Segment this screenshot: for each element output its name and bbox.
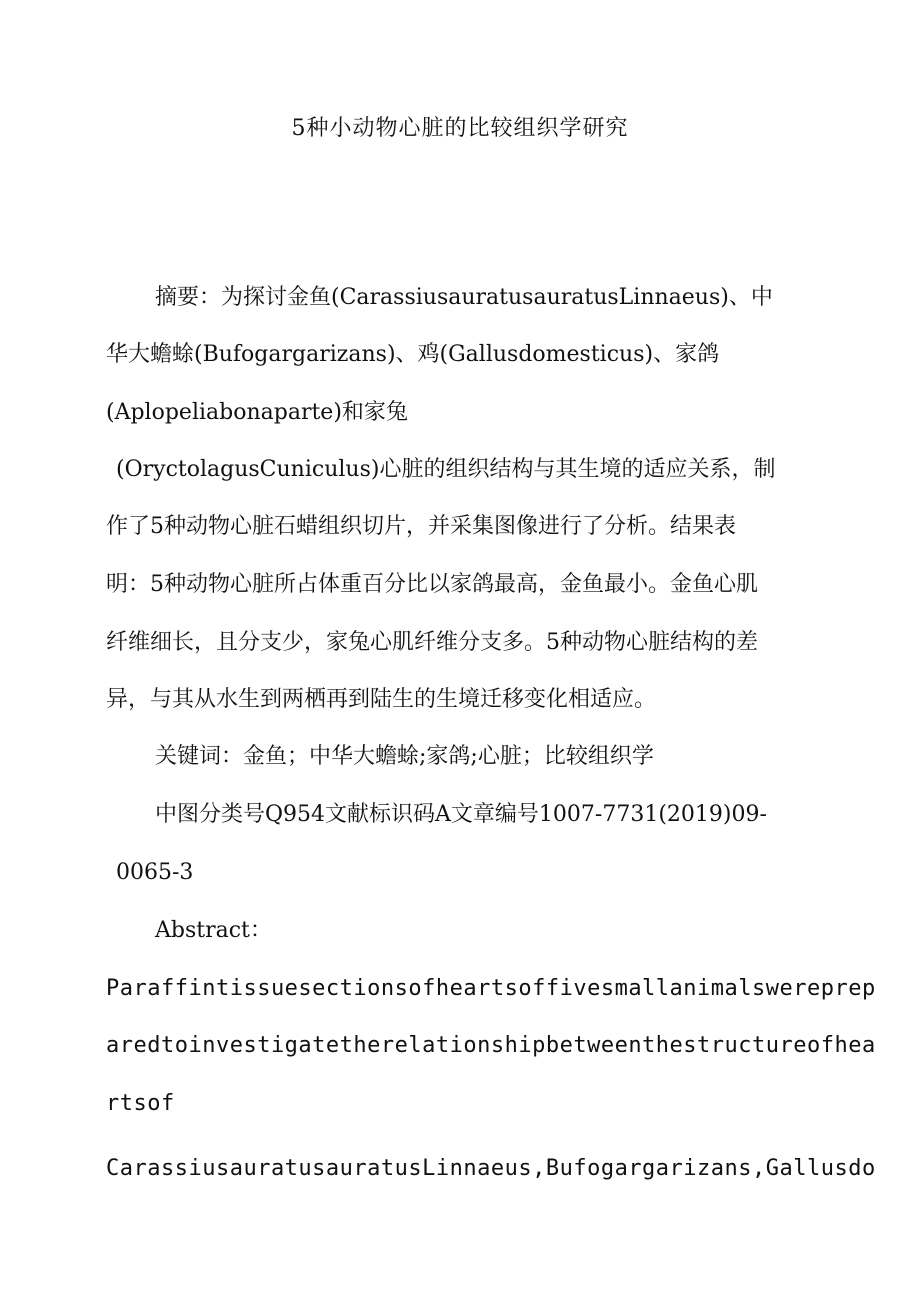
abstract-cn-line-1: 摘要：为探讨金鱼(CarassiusauratusauratusLinnaeus)、中: [155, 285, 773, 310]
abstract-en-line-2: aredtoinvestigatetherelationshipbetweenthestructureofhea: [106, 1033, 876, 1058]
abstract-en-label: Abstract：: [155, 918, 272, 943]
abstract-en-line-1: Paraffintissuesectionsofheartsoffivesmallanimalswereprep: [106, 976, 876, 1001]
abstract-cn-line-2: 华大蟾蜍(Bufogargarizans)、鸡(Gallusdomesticus)、家鸽: [106, 342, 720, 367]
keywords: 关键词：金鱼；中华大蟾蜍;家鸽;心脏；比较组织学: [155, 744, 654, 769]
page-title: 5种小动物心脏的比较组织学研究: [291, 116, 629, 141]
abstract-cn-line-3: (Aplopeliabonaparte)和家兔: [106, 400, 408, 425]
abstract-cn-line-7: 纤维细长，且分支少，家兔心肌纤维分支多。5种动物心脏结构的差: [106, 630, 758, 655]
abstract-en-line-3: rtsof: [106, 1091, 175, 1116]
classification-line-1: 中图分类号Q954文献标识码A文章编号1007-7731(2019)09-: [155, 802, 767, 827]
abstract-cn-line-4: (OryctolagusCuniculus)心脏的组织结构与其生境的适应关系，制: [116, 457, 776, 482]
abstract-cn-line-5: 作了5种动物心脏石蜡组织切片，并采集图像进行了分析。结果表: [106, 514, 736, 539]
abstract-cn-line-6: 明：5种动物心脏所占体重百分比以家鸽最高，金鱼最小。金鱼心肌: [106, 572, 758, 597]
abstract-en-line-4: CarassiusauratusauratusLinnaeus,Bufogargarizans,Gallusdo: [106, 1156, 876, 1181]
classification-line-2: 0065-3: [116, 860, 194, 885]
abstract-cn-line-8: 异，与其从水生到两栖再到陆生的生境迁移变化相适应。: [106, 687, 657, 712]
